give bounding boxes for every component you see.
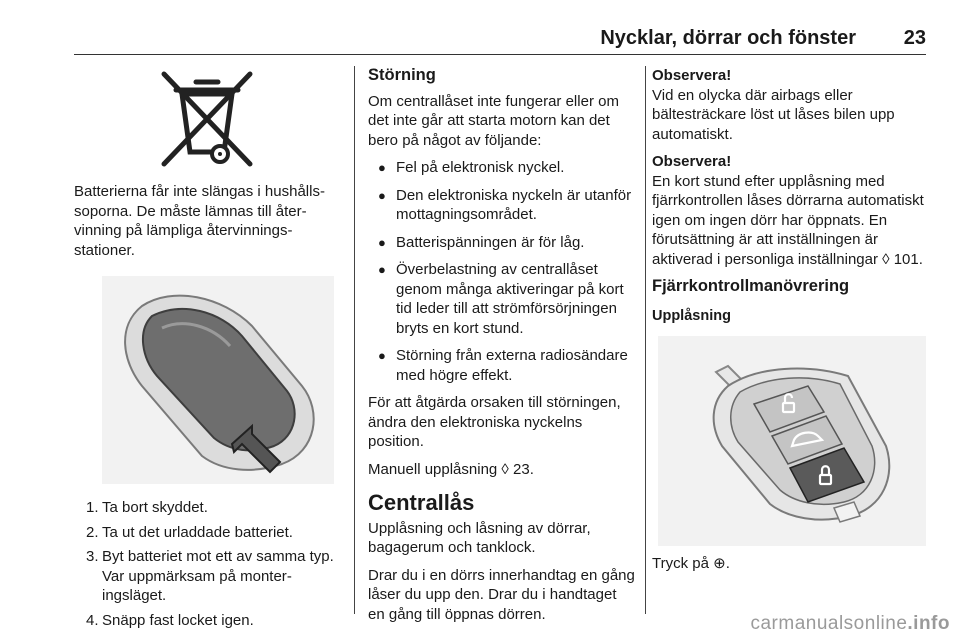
list-item	[74, 498, 340, 518]
step-text: Ta bort skyddet.	[102, 499, 208, 516]
note-label: Observera!	[652, 153, 732, 170]
step-number: 3.	[86, 548, 99, 565]
battery-replacement-steps	[74, 498, 340, 630]
central-lock-handle-text: Drar du i en dörrs innerhandtag en gång låser du upp den. Drar du i handtaget en gång till öppnas dörren.	[368, 566, 635, 623]
manual-unlock-reference: Manuell upplåsning ◊ 23.	[368, 460, 534, 478]
step-text: Snäpp fast locket igen.	[102, 611, 254, 629]
note-label: Observera!	[652, 67, 732, 84]
heading-remote-operation: Fjärrkontrollmanövrering	[652, 277, 850, 295]
column-divider-2	[645, 66, 646, 614]
battery-disposal-text: Batterierna får inte slängas i hushållssoporna. De måste lämnas till återvinning på lämpliga återvinningsstationer.	[74, 183, 325, 259]
watermark-text: carmanualsonline	[750, 613, 908, 634]
disturbance-intro: Om centrallåset inte fungerar eller om det inte går att starta motorn kan det bero på något av följande:	[368, 92, 619, 149]
list-item	[74, 611, 340, 631]
subheading-unlocking: Upplåsning	[652, 307, 731, 324]
step-text: Ta ut det urladdade batteriet.	[102, 523, 293, 541]
key-fob-battery-cover-illustration	[102, 276, 334, 484]
step-number: 4.	[86, 611, 99, 629]
page-number: 23	[903, 27, 926, 49]
list-item	[74, 547, 340, 606]
step-number: 2.	[86, 523, 99, 541]
header-rule	[74, 54, 926, 55]
heading-disturbance: Störning	[368, 66, 436, 84]
central-lock-description: Upplåsning och låsning av dörrar, bagagerum och tanklock.	[368, 519, 591, 556]
note-autolock-text: En kort stund efter upplåsning med fjärrkontrollen låses dörrarna automatiskt igen om ingen dörr har öppnats. En förutsättning är att inställningen är aktiverad i personliga inställningar ◊ 101.	[652, 172, 924, 268]
column-middle	[368, 66, 636, 632]
step-number: 1.	[86, 499, 99, 516]
list-item: ● Överbelastning av centrallåset genom många aktiveringar på kort tid leder till att strömförsörjningen bryts en kort stund.	[368, 260, 636, 338]
watermark	[750, 613, 950, 635]
crossed-out-wheelie-bin-icon	[74, 66, 340, 172]
list-item: ● Störning från externa radiosändare med högre effekt.	[368, 346, 636, 385]
list-item: ● Batterispänningen är för låg.	[368, 233, 636, 253]
note-airbag-text: Vid en olycka där airbags eller bältesträckare löst ut låses bilen upp automatiskt.	[652, 86, 895, 143]
list-item: ● Fel på elektronisk nyckel.	[368, 158, 636, 178]
section-title: Nycklar, dörrar och fönster	[600, 27, 856, 49]
heading-central-lock: Centrallås	[368, 490, 475, 515]
list-item: ● Den elektroniska nyckeln är utanför mottagningsområdet.	[368, 186, 636, 225]
remedy-text: För att åtgärda orsaken till störningen, ändra den elektroniska nyckelns position.	[368, 394, 621, 450]
remote-key-fob-illustration	[658, 336, 926, 546]
column-left	[74, 66, 340, 635]
disturbance-causes	[368, 158, 636, 385]
column-right	[652, 66, 928, 582]
press-unlock-text: Tryck på ⊕.	[652, 555, 730, 572]
page-header	[0, 0, 960, 58]
column-divider-1	[354, 66, 355, 614]
step-text: Byt batteriet mot ett av samma typ. Var uppmärksam på monteringsläget.	[102, 548, 334, 604]
list-item	[74, 523, 340, 543]
watermark-suffix: .info	[907, 613, 950, 634]
